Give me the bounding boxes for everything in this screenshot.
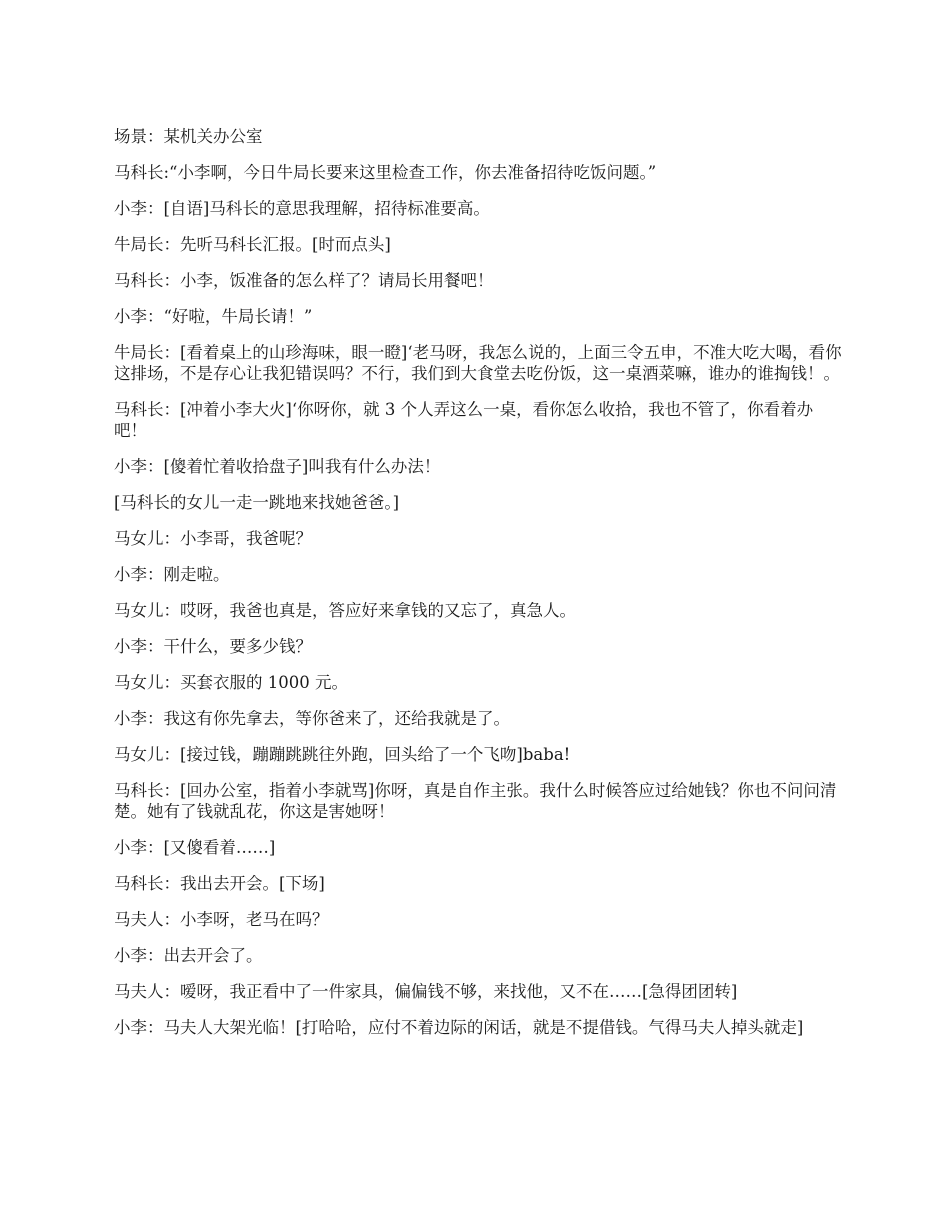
- dialogue-line: 马科长:“小李啊，今日牛局长要来这里检查工作，你去准备招待吃饭问题。”: [114, 163, 657, 182]
- dialogue-line: 牛局长：先听马科长汇报。[时而点头]: [114, 235, 391, 254]
- dialogue-line: 小李：[自语]马科长的意思我理解，招待标准要高。: [114, 199, 490, 218]
- dialogue-line: 牛局长：[看着桌上的山珍海味，眼一瞪]‘老马呀，我怎么说的，上面三令五申，不准大吃大喝，看你这排场，不是存心让我犯错误吗？不行，我们到大食堂去吃份饭，这一桌酒菜嘛，谁办的谁掏钱！。: [114, 343, 842, 383]
- dialogue-line: 小李：出去开会了。: [114, 946, 263, 965]
- stage-direction: [马科长的女儿一走一跳地来找她爸爸。]: [114, 493, 400, 512]
- scene-heading: 场景：某机关办公室: [114, 127, 263, 146]
- dialogue-line: 马女儿：小李哥，我爸呢？: [114, 529, 312, 548]
- dialogue-line: 马夫人：嗳呀，我正看中了一件家具，偏偏钱不够，来找他，又不在……[急得团团转]: [114, 982, 738, 1001]
- dialogue-line: 马科长：[冲着小李大火]‘你呀你，就 3 个人弄这么一桌，看你怎么收拾，我也不管了，你看着办吧！: [114, 400, 814, 440]
- dialogue-line: 马女儿：买套衣服的 1000 元。: [114, 673, 348, 692]
- dialogue-line: 小李：刚走啦。: [114, 565, 230, 584]
- dialogue-line: 马女儿：哎呀，我爸也真是，答应好来拿钱的又忘了，真急人。: [114, 601, 576, 620]
- dialogue-line: 小李：[傻着忙着收拾盘子]叫我有什么办法！: [114, 457, 441, 476]
- dialogue-line: 小李：“好啦，牛局长请！”: [114, 307, 313, 326]
- dialogue-line: 马科长：我出去开会。[下场]: [114, 874, 325, 893]
- dialogue-line: 小李：我这有你先拿去，等你爸来了，还给我就是了。: [114, 709, 510, 728]
- dialogue-line: 小李：马夫人大架光临！[打哈哈，应付不着边际的闲话，就是不提借钱。气得马夫人掉头就走]: [114, 1018, 804, 1037]
- dialogue-line: 小李：[又傻看着……]: [114, 838, 276, 857]
- dialogue-line: 马夫人：小李呀，老马在吗？: [114, 910, 329, 929]
- dialogue-line: 马科长：小李，饭准备的怎么样了？请局长用餐吧！: [114, 271, 494, 290]
- document-page: [114, 126, 842, 1053]
- dialogue-line: 马科长：[回办公室，指着小李就骂]你呀，真是自作主张。我什么时候答应过给她钱？你也不问问清楚。她有了钱就乱花，你这是害她呀！: [114, 781, 837, 821]
- dialogue-line: 小李：干什么，要多少钱？: [114, 637, 312, 656]
- dialogue-line: 马女儿：[接过钱，蹦蹦跳跳往外跑，回头给了一个飞吻]baba!: [114, 745, 571, 764]
